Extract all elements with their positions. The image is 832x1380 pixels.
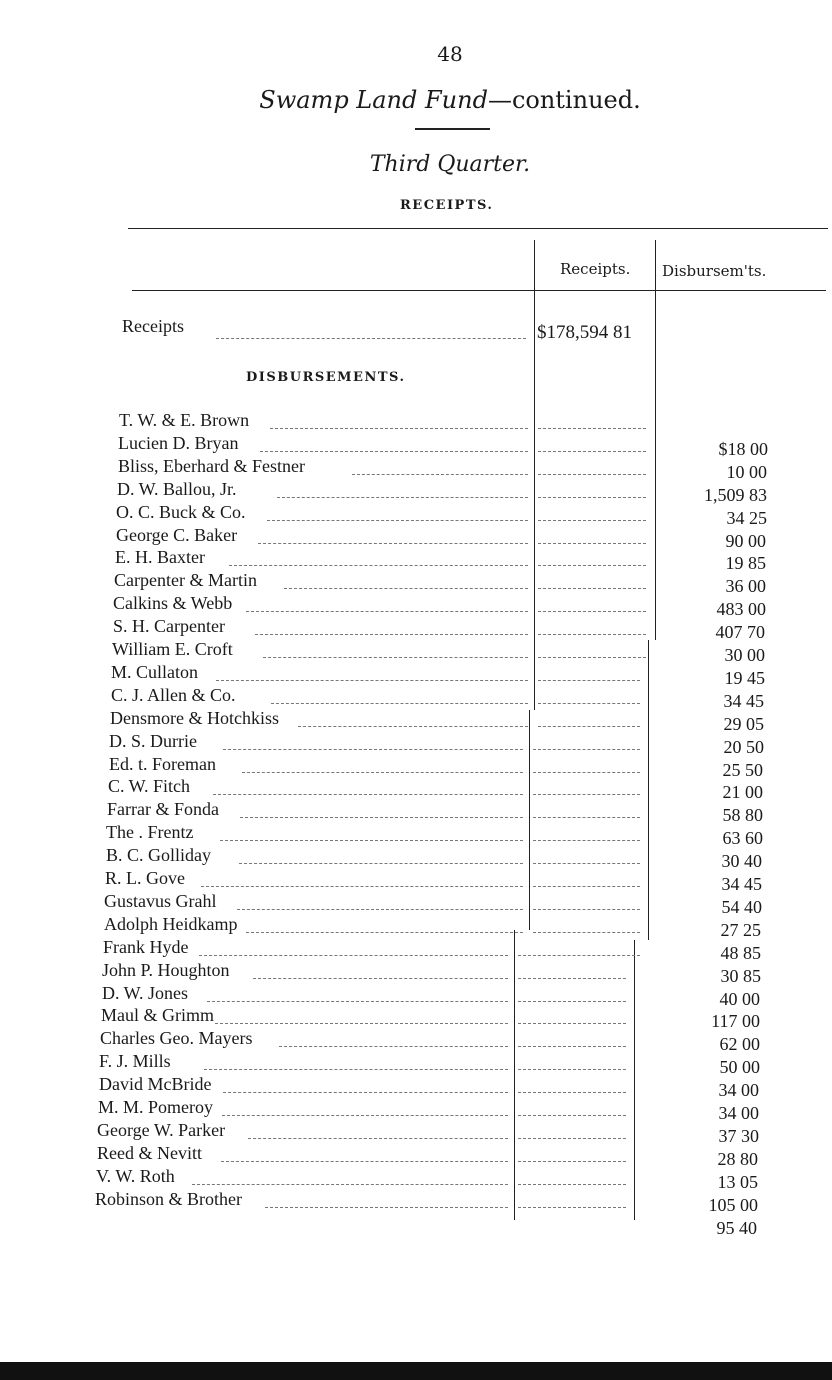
list-item-name: Charles Geo. Mayers — [100, 1028, 253, 1049]
list-item-amount: 36 00 — [725, 576, 766, 597]
list-item-name: D. S. Durrie — [109, 730, 197, 751]
col-rule-disb — [648, 640, 649, 940]
quarter-heading: Third Quarter. — [369, 152, 531, 177]
list-item-amount: 90 00 — [725, 530, 766, 551]
leader-dots — [216, 680, 528, 681]
leader-dots — [538, 657, 646, 658]
leader-dots — [538, 543, 646, 544]
list-item-name: Maul & Grimm — [101, 1005, 214, 1026]
leader-dots — [538, 520, 646, 521]
leader-dots — [298, 726, 528, 727]
leader-dots — [533, 749, 640, 750]
list-item-name: F. J. Mills — [99, 1051, 171, 1072]
leader-dots — [221, 1161, 508, 1162]
list-item-name: O. C. Buck & Co. — [116, 501, 246, 522]
list-item-name: M. Cullaton — [111, 661, 199, 682]
leader-dots — [263, 657, 528, 658]
list-item-name: E. H. Baxter — [115, 547, 205, 568]
title-rest: —continued. — [487, 86, 641, 114]
list-item-amount: 483 00 — [716, 599, 766, 620]
list-item-amount: 29 05 — [723, 713, 764, 734]
leader-dots — [277, 497, 528, 498]
col-rule-receipts — [514, 930, 515, 1220]
list-item-amount: 62 00 — [719, 1034, 760, 1055]
list-item-name: Reed & Nevitt — [97, 1142, 202, 1163]
list-item-amount: 34 00 — [718, 1080, 759, 1101]
leader-dots — [538, 726, 640, 727]
list-item-name: C. W. Fitch — [108, 776, 191, 797]
title-italic: Swamp Land Fund — [259, 86, 488, 114]
list-item-amount: 10 00 — [726, 461, 767, 482]
leader-dots — [223, 1092, 508, 1093]
leader-dots — [518, 1092, 626, 1093]
list-item-name: R. L. Gove — [105, 868, 185, 888]
header-bottom-rule — [132, 290, 826, 291]
leader-dots — [538, 611, 646, 612]
list-item-amount: 407 70 — [715, 622, 765, 643]
leader-dots — [533, 817, 640, 818]
leader-dots — [538, 703, 640, 704]
leader-dots — [270, 428, 528, 429]
list-item-name: M. M. Pomeroy — [98, 1097, 214, 1117]
list-item-name: D. W. Ballou, Jr. — [117, 478, 237, 499]
leader-dots — [207, 1001, 508, 1002]
col-header-disbursements: Disbursem'ts. — [662, 262, 767, 280]
list-item-amount: 34 45 — [721, 874, 762, 894]
list-item-amount: 63 60 — [722, 828, 763, 849]
leader-dots — [518, 1023, 626, 1024]
list-item-name: William E. Croft — [112, 639, 233, 659]
list-item-amount: 34 25 — [726, 507, 767, 528]
list-item-name: Robinson & Brother — [95, 1188, 242, 1209]
list-item-amount: 25 50 — [722, 759, 763, 780]
leader-dots — [533, 794, 640, 795]
leader-dots — [518, 1207, 626, 1208]
list-item-name: Gustavus Grahl — [104, 890, 217, 911]
leader-dots — [518, 1161, 626, 1162]
list-item-amount: 34 45 — [723, 690, 764, 711]
leader-dots — [518, 955, 640, 956]
leader-dots — [240, 817, 523, 818]
leader-dots — [192, 1184, 508, 1185]
leader-dots — [518, 1184, 626, 1185]
title-rule — [415, 128, 490, 130]
list-item-name: D. W. Jones — [102, 982, 189, 1003]
leader-dots — [518, 978, 626, 979]
leader-dots — [255, 634, 528, 635]
leader-dots — [533, 886, 640, 887]
leader-dots — [201, 886, 523, 887]
leader-dots — [518, 1069, 626, 1070]
list-item-name: John P. Houghton — [102, 959, 230, 980]
leader-dots — [204, 1069, 508, 1070]
leader-dots — [538, 634, 646, 635]
list-item-name: Densmore & Hotchkiss — [110, 707, 279, 728]
list-item-amount: 30 40 — [721, 851, 762, 872]
list-item-name: Frank Hyde — [103, 936, 189, 957]
list-item-amount: 21 00 — [722, 782, 763, 803]
leader-dots — [518, 1138, 626, 1139]
list-item-amount: 19 85 — [725, 553, 766, 574]
list-item-amount: 37 30 — [718, 1125, 759, 1146]
leader-dots — [246, 932, 523, 933]
list-item-amount: 27 25 — [720, 919, 761, 940]
leader-dots — [518, 1115, 626, 1116]
leader-dots — [242, 772, 523, 773]
list-item-amount: 34 00 — [718, 1103, 759, 1123]
leader-dots — [518, 1046, 626, 1047]
leader-dots — [518, 1001, 626, 1002]
list-item-name: The . Frentz — [106, 822, 194, 843]
list-item-amount: 95 40 — [716, 1217, 757, 1238]
list-item-amount: 58 80 — [722, 805, 763, 826]
list-item-name: Carpenter & Martin — [114, 570, 257, 591]
list-item-amount: 30 00 — [724, 645, 765, 665]
list-item-name: Ed. t. Foreman — [109, 753, 216, 774]
leader-dots — [246, 611, 528, 612]
list-item-name: Farrar & Fonda — [107, 799, 219, 820]
list-item-amount: 50 00 — [719, 1057, 760, 1078]
list-item-amount: $18 00 — [718, 438, 768, 459]
table-top-rule — [128, 228, 828, 229]
leader-dots — [538, 428, 646, 429]
leader-dots — [538, 474, 646, 475]
leader-dots — [284, 588, 528, 589]
list-item-name: George C. Baker — [116, 524, 238, 545]
leader-dots — [533, 863, 640, 864]
col-rule-receipts — [529, 710, 530, 930]
list-item-amount: 28 80 — [717, 1148, 758, 1169]
list-item-amount: 54 40 — [721, 896, 762, 917]
list-item-amount: 117 00 — [711, 1011, 760, 1032]
col-rule-disb — [634, 940, 635, 1220]
list-item-name: B. C. Golliday — [106, 845, 212, 866]
leader-dots — [533, 772, 640, 773]
list-item-name: Bliss, Eberhard & Festner — [118, 455, 305, 476]
list-item-name: Calkins & Webb — [113, 593, 233, 614]
leader-dots — [213, 794, 523, 795]
col-rule-receipts — [534, 240, 535, 710]
list-item-amount: 30 85 — [720, 965, 761, 986]
list-item-amount: 19 45 — [724, 667, 765, 688]
leader-dots — [220, 840, 523, 841]
scan-bottom-edge — [0, 1362, 832, 1380]
leader-dots — [538, 451, 646, 452]
leader-dots — [248, 1138, 508, 1139]
list-item-amount: 13 05 — [717, 1171, 758, 1192]
leader-dots — [538, 588, 646, 589]
list-item-name: V. W. Roth — [96, 1165, 175, 1186]
leader-dots — [533, 932, 640, 933]
leader-dots — [237, 909, 523, 910]
list-item-name: David McBride — [99, 1074, 212, 1095]
list-item-amount: 20 50 — [723, 736, 764, 757]
leader-dots — [222, 1115, 508, 1116]
list-item-amount: 48 85 — [720, 942, 761, 963]
leader-dots — [265, 1207, 508, 1208]
page-number: 48 — [437, 42, 463, 66]
list-item-amount: 105 00 — [708, 1194, 758, 1215]
leader-dots — [258, 543, 528, 544]
col-rule-disb — [655, 240, 656, 640]
leader-dots — [253, 978, 508, 979]
leader-dots — [538, 680, 640, 681]
leader-dots — [352, 474, 528, 475]
leader-dots — [533, 909, 640, 910]
leader-dots — [271, 703, 528, 704]
receipts-row-amount: $178,594 81 — [537, 322, 632, 343]
col-header-receipts: Receipts. — [560, 260, 631, 278]
list-item-name: Lucien D. Bryan — [118, 432, 239, 453]
page-title — [0, 86, 832, 114]
leader-dots — [223, 749, 523, 750]
receipts-heading: RECEIPTS. — [400, 198, 494, 213]
list-item-name: T. W. & E. Brown — [119, 410, 250, 430]
leader-dots — [199, 955, 508, 956]
leader-dots — [279, 1046, 508, 1047]
disbursements-heading: DISBURSEMENTS. — [246, 370, 406, 385]
list-item-name: Adolph Heidkamp — [104, 913, 238, 934]
receipts-row-label: Receipts — [122, 316, 184, 336]
leader-dots — [260, 451, 528, 452]
list-item-name: C. J. Allen & Co. — [111, 684, 236, 705]
leader-dots — [538, 565, 646, 566]
list-item-amount: 1,509 83 — [704, 484, 767, 505]
leader-dots — [216, 338, 526, 339]
list-item-name: George W. Parker — [97, 1119, 226, 1140]
list-item-name: S. H. Carpenter — [113, 616, 225, 637]
leader-dots — [538, 497, 646, 498]
leader-dots — [229, 565, 528, 566]
leader-dots — [215, 1023, 508, 1024]
leader-dots — [533, 840, 640, 841]
leader-dots — [239, 863, 523, 864]
leader-dots — [267, 520, 528, 521]
list-item-amount: 40 00 — [719, 988, 760, 1009]
